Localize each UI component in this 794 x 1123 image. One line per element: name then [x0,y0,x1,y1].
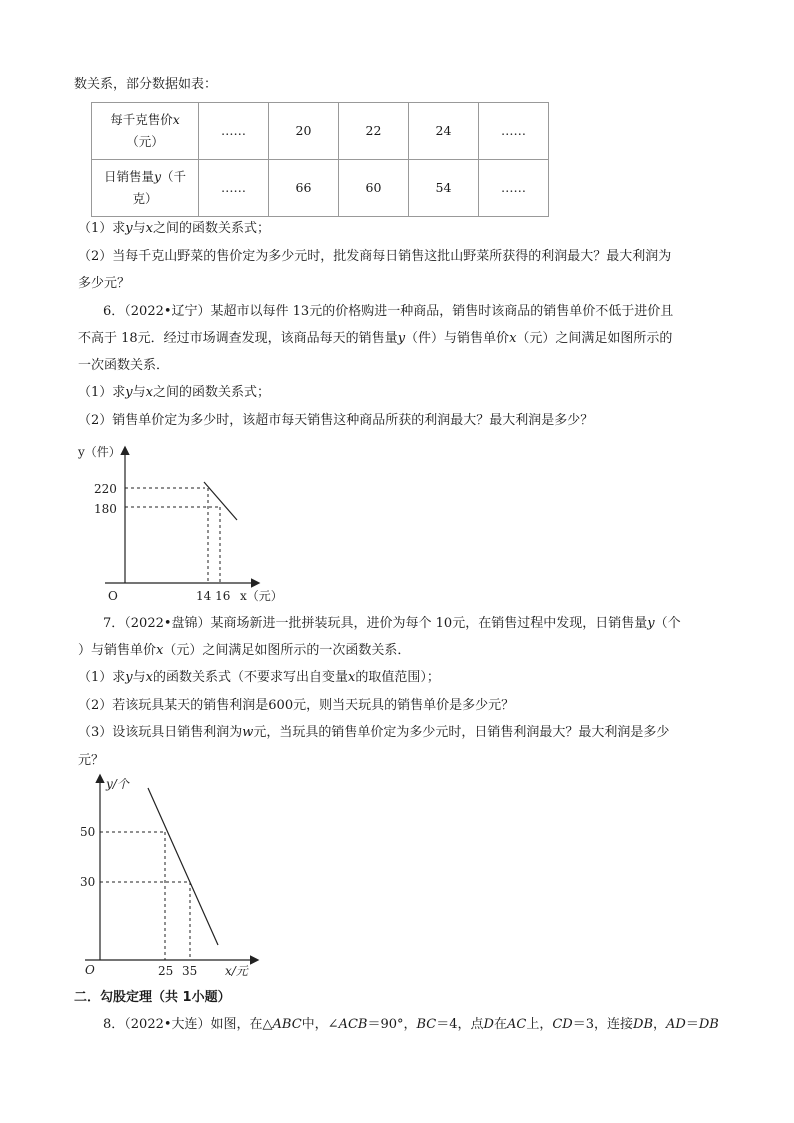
q6-text-line3: 一次函数关系． [78,358,170,373]
y-tick-label: 220 [94,482,117,496]
q7-text-line1: 7．（2022•盘锦）某商场新进一批拼装玩具，进价为每个 10元，在销售过程中发现，日销售量y（个 [103,616,681,631]
q7-sub1: （1）求y与x的函数关系式（不要求写出自变量x的取值范围）； [78,670,440,685]
origin-label: O [85,963,95,977]
table-cell: …… [479,160,549,217]
origin-label: O [108,589,118,603]
q6-sub2: （2）销售单价定为多少时，该超市每天销售这种商品所获的利润最大？最大利润是多少？ [78,413,594,428]
q7-sub3-line1: （3）设该玩具日销售利润为w元，当玩具的销售单价定为多少元时，日销售利润最大？最大利润是多少 [78,725,670,740]
y-tick-label: 180 [94,502,117,516]
x-tick-label: 25 [158,964,174,978]
table-row [92,160,549,217]
y-axis-label: y（件） [78,445,121,459]
table-cell: 20 [269,103,339,160]
table-cell: 24 [409,103,479,160]
table-cell: …… [199,160,269,217]
q5-sub2-line2: 多少元？ [78,276,131,291]
y-axis-label: y/个 [106,777,129,791]
x-axis-label: x（元） [240,589,283,603]
q5-sub1: （1）求y与x之间的函数关系式； [78,221,271,236]
table-row [92,103,549,160]
x-tick-label: 35 [182,964,198,978]
q8-text-line1: 8．（2022•大连）如图，在△ABC中，∠ACB＝90°，BC＝4，点D在AC上，CD＝3，连接DB，AD＝DB [103,1017,719,1032]
y-tick-label: 30 [80,875,96,889]
table-cell: 54 [409,160,479,217]
q7-sub3-line2: 元？ [78,753,105,768]
q6-text-line1: 6．（2022•辽宁）某超市以每件 13元的价格购进一种商品，销售时该商品的销售单价不低于进价且 [103,304,674,319]
function-line [148,788,218,945]
table-cell: …… [199,103,269,160]
table-cell: 22 [339,103,409,160]
q7-graph [75,770,265,980]
section-heading: 二．勾股定理（共 1小题） [74,990,231,1005]
x-tick-label: 14 16 [196,589,231,603]
table-cell: 66 [269,160,339,217]
q6-text-line2: 不高于 18元．经过市场调查发现，该商品每天的销售量y（件）与销售单价x（元）之间满足如图所示的 [78,331,673,346]
q5-sub2-line1: （2）当每千克山野菜的售价定为多少元时，批发商每日销售这批山野菜所获得的利润最大？最大利润为 [78,249,672,264]
q6-graph [70,440,283,610]
q7-sub2: （2）若该玩具某天的销售利润是600元，则当天玩具的销售单价是多少元？ [78,698,515,713]
intro-text: 数关系，部分数据如表： [74,77,218,92]
table-cell: 60 [339,160,409,217]
table-header-cell: 每千克售价x （元） [92,103,199,160]
y-tick-label: 50 [80,825,96,839]
price-volume-table [91,102,549,217]
table-header-cell: 日销售量y（千 克） [92,160,199,217]
q6-sub1: （1）求y与x之间的函数关系式； [78,385,271,400]
x-axis-label: x/元 [225,964,248,978]
q7-text-line2: ）与销售单价x（元）之间满足如图所示的一次函数关系． [78,643,411,658]
table-cell: …… [479,103,549,160]
